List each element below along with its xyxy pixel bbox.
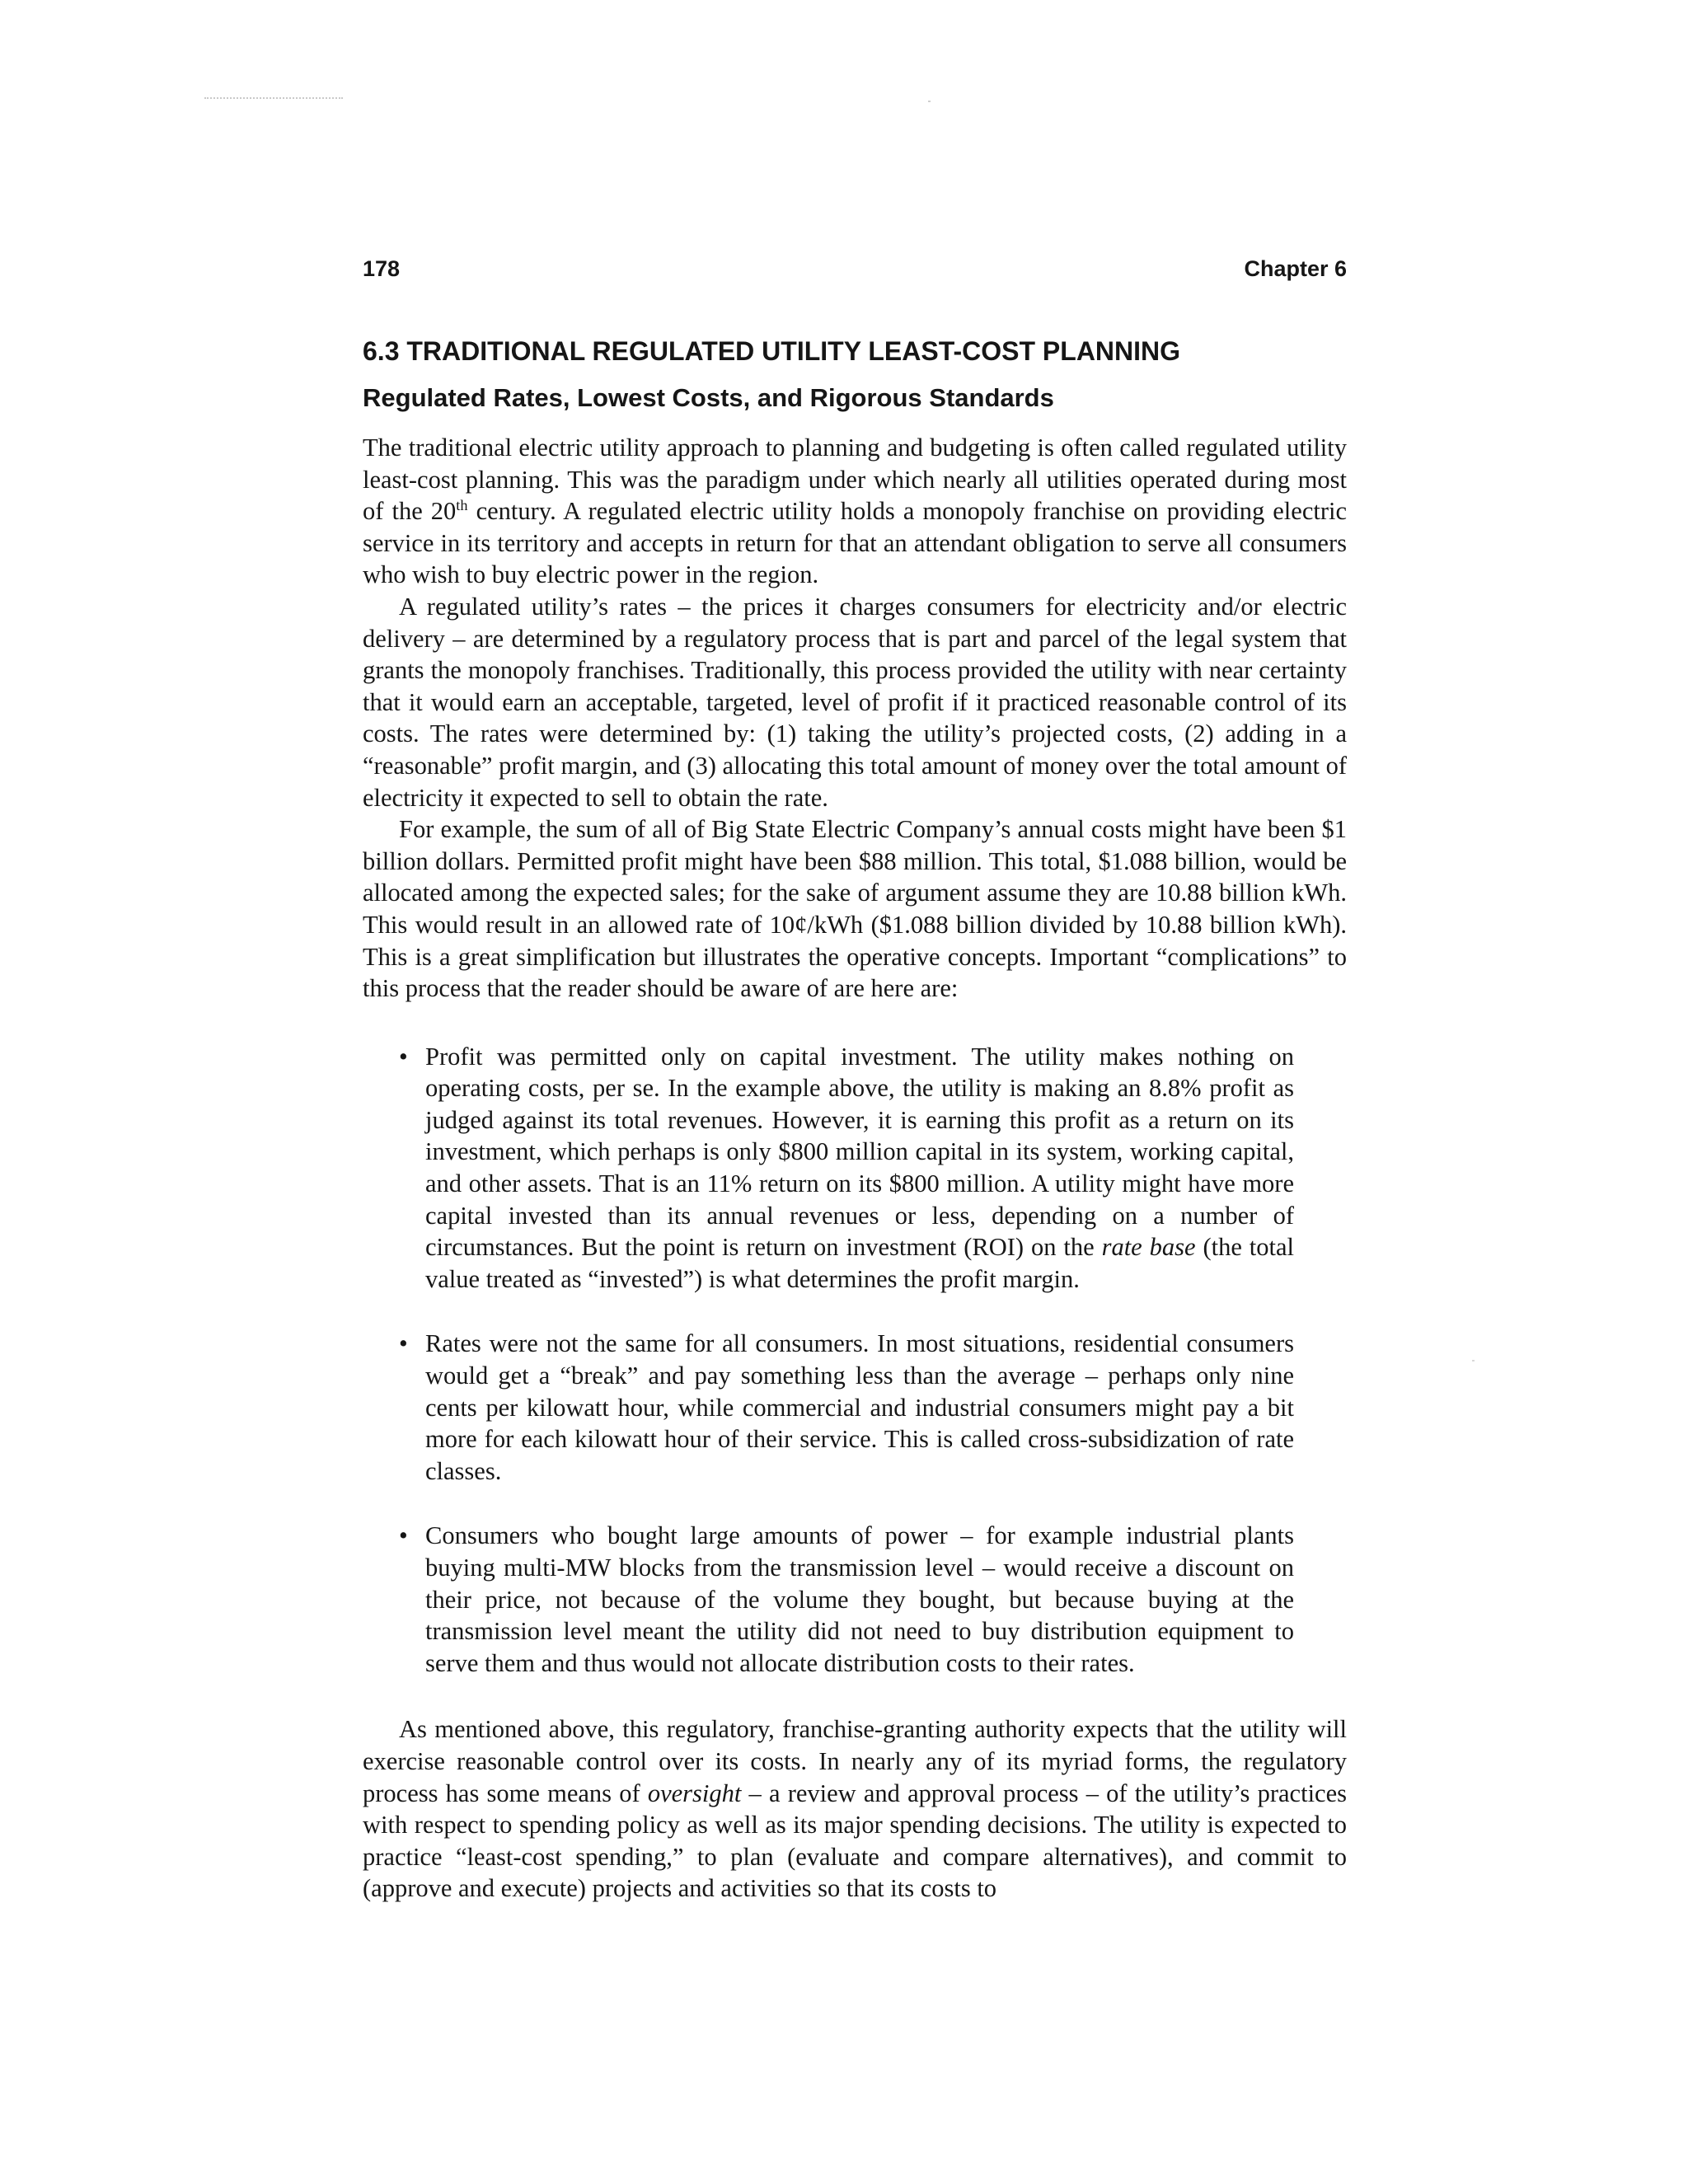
paragraph-text: century. A regulated electric utility holds a monopoly franchise on providing electric service in its territory and accepts in return for that an attendant obligation to serve all consumers who wish to buy electric power in the region. — [363, 497, 1347, 589]
bullet-icon: • — [399, 1329, 408, 1358]
paragraph: For example, the sum of all of Big State Electric Company’s annual costs might have been $1 billion dollars. Permitted profit might have been $88 million. This total, $1.088 billion, would be allocated among the expected sales; for the sake of argument assume they are 10.88 billion kWh. This would result in an allowed rate of 10¢/kWh ($1.088 billion divided by 10.88 billion kWh). This is a great simplification but illustrates the operative concepts. Important “complications” to this process that the reader should be aware of are here are: — [363, 815, 1347, 1003]
scan-artifact-dot — [928, 101, 931, 102]
chapter-label: Chapter 6 — [1244, 256, 1347, 281]
bullet-list — [363, 1041, 1347, 1680]
paragraph-text: – a review and approval process – of the utility’s practices with respect to spending policy as well as its major spending decisions. The utility is expected to practice “least-cost spending,” to plan (evaluate and compare alternatives), and commit to (approve and execute) projects and activities so that its costs to — [363, 1779, 1347, 1903]
bullet-text: Profit was permitted only on capital investment. The utility makes nothing on operating costs, per se. In the example above, the utility is making an 8.8% profit as judged against its total revenues. However, it is earning this profit as a return on its investment, which perhaps is only $800 million capital in its system, working capital, and other assets. That is an 11% return on its $800 million. A utility might have more capital invested than its annual revenues or less, depending on a number of circumstances. But the point is return on investment (ROI) on the — [425, 1042, 1294, 1262]
paragraph-text: As mentioned above, this regulatory, franchise-granting authority expects that the utility will exercise reasonable control over its costs. In nearly any of its myriad forms, the regulatory process has some means of — [363, 1715, 1347, 1807]
running-header — [363, 254, 1347, 284]
emphasis-term: oversight — [647, 1779, 742, 1807]
page-number: 178 — [363, 256, 401, 281]
bullet-item — [363, 1328, 1294, 1487]
scan-artifact-dot — [1472, 1360, 1475, 1361]
paragraph — [363, 1713, 1347, 1905]
bullet-text: (the total value treated as “invested”) is what determines the profit margin. — [425, 1233, 1294, 1293]
bullet-item — [363, 1520, 1294, 1679]
paragraph — [363, 432, 1347, 591]
emphasis-term: rate base — [1101, 1233, 1196, 1262]
paragraph-text: The traditional electric utility approach to planning and budgeting is often called regulated utility least-cost planning. This was the paradigm under which nearly all utilities operated during most of the 20 — [363, 434, 1347, 526]
bullet-text: Consumers who bought large amounts of power – for example industrial plants buying multi-MW blocks from the transmission level – would receive a discount on their price, not because of the volume they bought, but because buying at the transmission level meant the utility did not need to buy distribution equipment to serve them and thus would not allocate distribution costs to their rates. — [425, 1521, 1294, 1677]
bullet-icon: • — [399, 1042, 408, 1071]
section-title: 6.3 TRADITIONAL REGULATED UTILITY LEAST-COST PLANNING — [363, 336, 1181, 366]
bullet-text: Rates were not the same for all consumers. In most situations, residential consumers would get a “break” and pay something less than the average – perhaps only nine cents per kilowatt hour, while commercial and industrial consumers might pay a bit more for each kilowatt hour of their service. This is called cross-subsidization of rate classes. — [425, 1329, 1294, 1485]
bullet-item — [363, 1041, 1294, 1296]
scan-artifact-line — [204, 97, 343, 99]
paragraph: A regulated utility’s rates – the prices it charges consumers for electricity and/or electric delivery – are determined by a regulatory process that is part and parcel of the legal system that grants the monopoly franchises. Traditionally, this process provided the utility with near certainty that it would earn an acceptable, targeted, level of profit if it practiced reasonable control of its costs. The rates were determined by: (1) taking the utility’s projected costs, (2) adding in a “reasonable” profit margin, and (3) allocating this total amount of money over the total amount of electricity it expected to sell to obtain the rate. — [363, 592, 1347, 812]
ordinal-superscript: th — [456, 497, 468, 514]
section-subtitle: Regulated Rates, Lowest Costs, and Rigorous Standards — [363, 383, 1054, 412]
body-text — [363, 432, 1347, 1905]
bullet-icon: • — [399, 1521, 408, 1550]
